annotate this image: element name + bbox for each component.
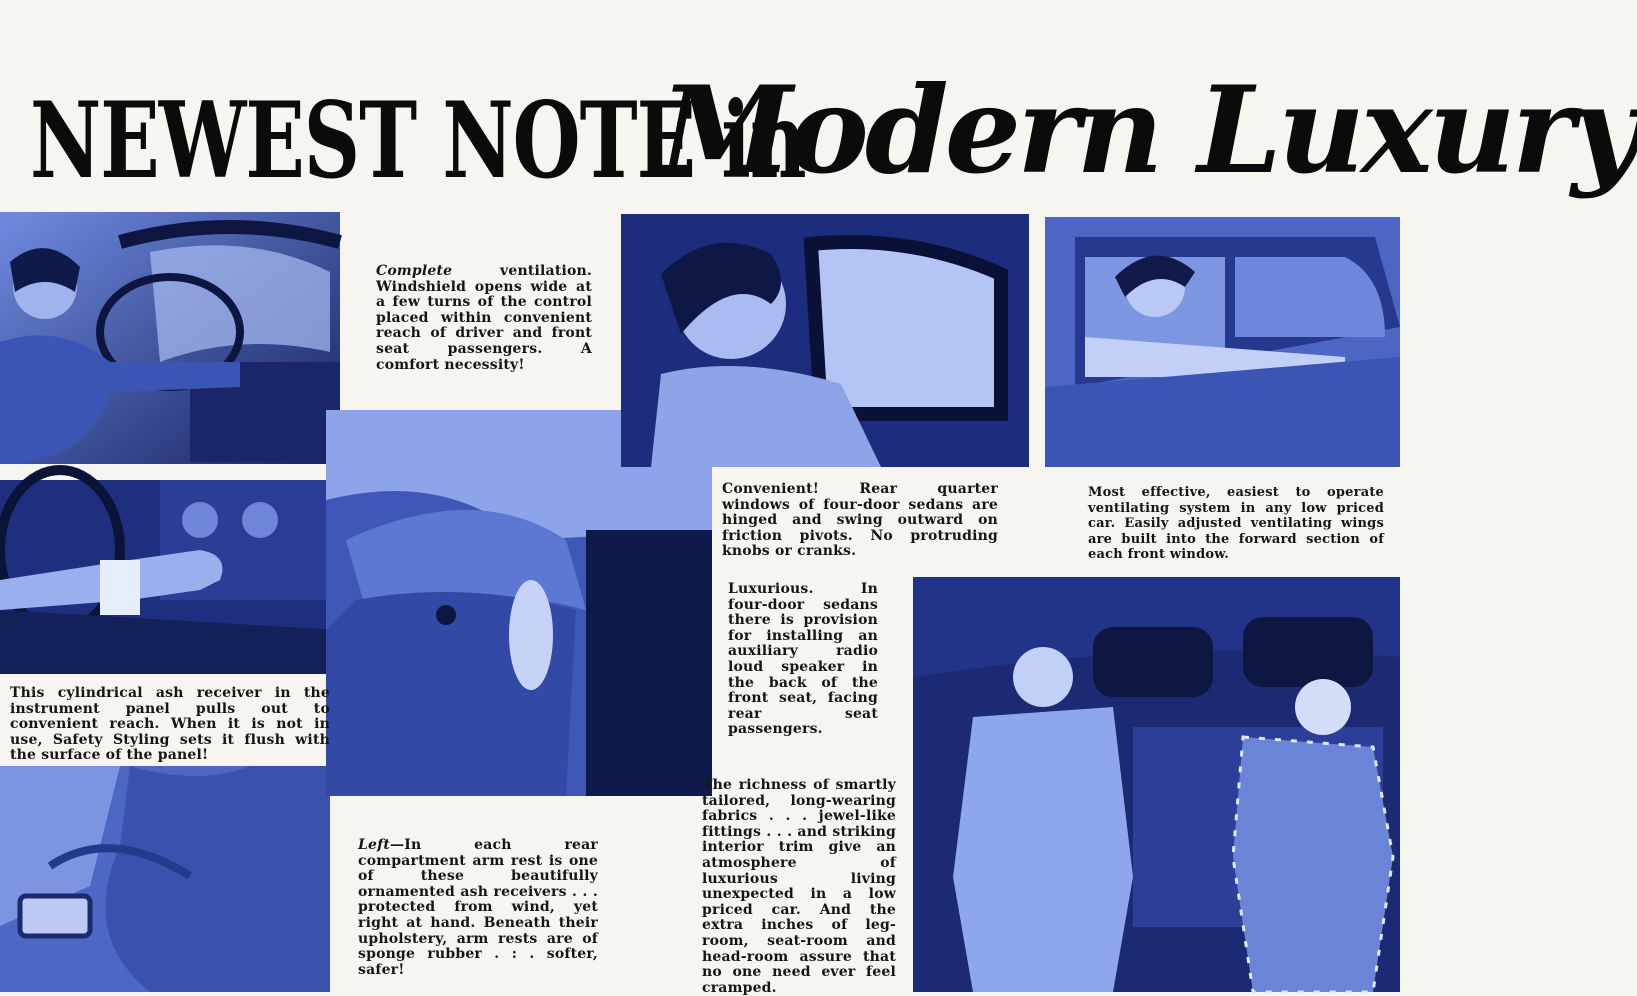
photo-seat-ash-tray xyxy=(0,766,330,992)
headline xyxy=(30,30,1637,220)
caption-fabrics: The richness of smartly tailored, long-wearing fabrics . . . jewel-like fittings . . . and striking interior trim give an atmosphere of luxurious living unexpected in a low priced car. And the extra inches of leg-room, seat-room and head-room assure that no one need ever feel cramped. xyxy=(702,777,896,996)
caption-ventilation-text: ventilation. Windshield opens wide at a few turns of the control placed within convenient reach of driver and front seat passengers. A comfort necessity! xyxy=(376,263,592,373)
photo-rear-quarter-window xyxy=(621,214,1029,467)
caption-vent-wings: Most effective, easiest to operate ventilating system in any low priced car. Easily adjusted ventilating wings are built into the forward section of each front window. xyxy=(1088,485,1384,563)
photo-rear-seat-passengers xyxy=(913,577,1400,992)
caption-armrest xyxy=(358,838,598,978)
caption-ash-receiver: This cylindrical ash receiver in the instrument panel pulls out to convenient reach. When it is not in use, Safety Styling sets it flush with the surface of the panel! xyxy=(10,685,330,764)
caption-ventilation-lead: Complete xyxy=(376,263,453,279)
caption-rear-quarter: Convenient! Rear quarter windows of four-door sedans are hinged and swing outward on friction pivots. No protruding knobs or cranks. xyxy=(722,481,998,560)
caption-ventilation xyxy=(376,264,592,373)
photo-vent-wing-window xyxy=(1045,217,1400,467)
photo-armrest-circle xyxy=(326,410,712,796)
caption-radio-speaker: Luxurious. In four-door sedans there is provision for installing an auxiliary radio loud speaker in the back of the front seat, facing rear seat passengers. xyxy=(728,581,878,738)
caption-armrest-text: —In each rear compartment arm rest is one of these beautifully ornamented ash receivers . . . protected from wind, yet right at hand. Beneath their upholstery, arm rests are of sponge rubber . : . softer, safer! xyxy=(358,837,598,978)
photo-ash-receiver xyxy=(0,480,340,674)
photo-windshield-control xyxy=(0,212,340,464)
headline-script-part: Modern Luxury xyxy=(660,60,1637,201)
headline-bold-part: NEWEST NOTE in xyxy=(30,80,806,203)
caption-armrest-lead: Left xyxy=(358,837,391,853)
